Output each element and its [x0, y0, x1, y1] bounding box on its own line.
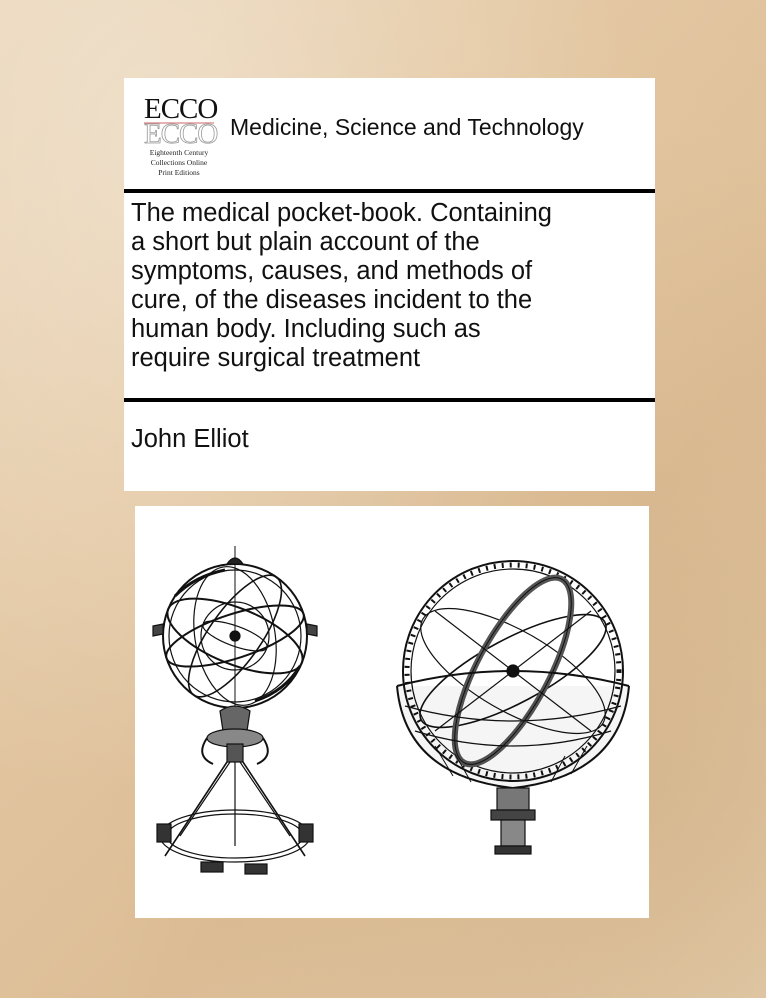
series-title: Medicine, Science and Technology — [230, 114, 584, 140]
book-title-line: a short but plain account of the — [131, 228, 480, 256]
book-title-line: require surgical treatment — [131, 344, 421, 372]
ecco-logo — [136, 88, 224, 186]
divider-top — [124, 189, 655, 193]
divider-bottom — [124, 398, 655, 402]
logo-mark-bottom: ECCO — [144, 118, 218, 148]
author-name: John Elliot — [131, 425, 249, 453]
book-title-line: cure, of the diseases incident to the — [131, 286, 533, 314]
logo-caption-line: Print Editions — [158, 168, 200, 177]
cover-header-panel — [124, 78, 655, 491]
logo-mark-top: ECCO — [144, 93, 218, 125]
illustration-plate — [135, 506, 649, 918]
book-title — [131, 199, 651, 373]
book-title-line: The medical pocket-book. Containing — [131, 199, 552, 227]
logo-caption-line: Collections Online — [150, 158, 208, 167]
armillary-sphere-on-stand-figure — [153, 546, 317, 874]
logo-caption-line: Eighteenth Century — [149, 148, 209, 157]
armillary-spheres-illustration — [135, 506, 649, 918]
book-title-line: symptoms, causes, and methods of — [131, 257, 533, 285]
book-title-line: human body. Including such as — [131, 315, 481, 343]
ecco-logo-mark — [136, 88, 224, 148]
logo-caption — [136, 148, 222, 178]
armillary-sphere-in-bowl-figure — [397, 561, 629, 854]
